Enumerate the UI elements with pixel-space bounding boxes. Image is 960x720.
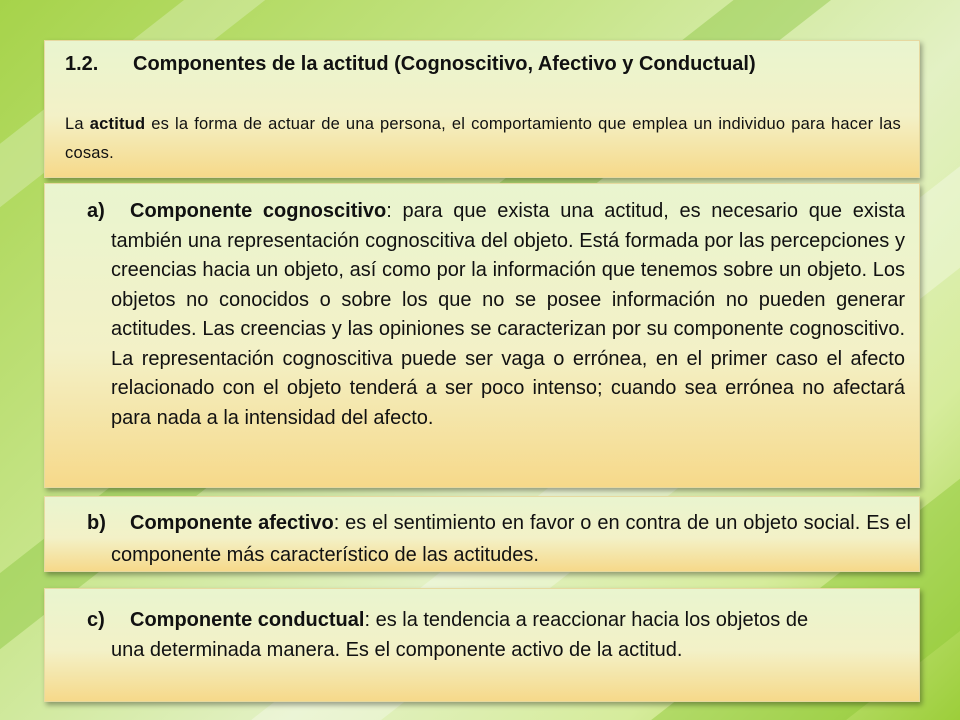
- intro-paragraph: [65, 110, 901, 168]
- component-cognoscitivo-box: [44, 183, 920, 488]
- intro-prefix: La: [65, 115, 90, 133]
- intro-text: es la forma de actuar de una persona, el comportamiento que emplea un individuo para hacer las cosas.: [65, 115, 901, 162]
- section-heading: [65, 53, 901, 76]
- section-number: 1.2.: [65, 53, 99, 75]
- component-letter: b): [87, 512, 106, 534]
- component-letter: a): [87, 200, 105, 222]
- component-afectivo-paragraph: [87, 507, 911, 571]
- component-conductual-box: [44, 588, 920, 702]
- intro-box: [44, 40, 920, 178]
- component-afectivo-box: [44, 496, 920, 572]
- component-term: Componente conductual: [130, 609, 365, 631]
- component-conductual-paragraph: [87, 605, 839, 665]
- component-text: : es el sentimiento en favor o en contra de un objeto social. Es el componente más característico de las actitudes.: [111, 512, 912, 566]
- component-text: : es la tendencia a reaccionar hacia los objetos de una determinada manera. Es el componente activo de la actitud.: [111, 609, 809, 661]
- component-cognoscitivo-paragraph: [87, 197, 905, 433]
- component-text: : para que exista una actitud, es necesario que exista también una representación cognoscitiva del objeto. Está formada por las percepciones y creencias hacia un objeto, así como por la información que tenemos sobre un objeto. Los objetos no conocidos o sobre los que no se posee información no pueden generar actitudes. Las creencias y las opiniones se caracterizan por su componente cognoscitivo. La representación cognoscitiva puede ser vaga o errónea, en el primer caso el afecto relacionado con el objeto tenderá a ser poco intenso; cuando sea errónea no afectará para nada a la intensidad del afecto.: [111, 200, 905, 429]
- component-term: Componente cognoscitivo: [130, 200, 387, 222]
- section-title: Componentes de la actitud (Cognoscitivo, Afectivo y Conductual): [133, 53, 756, 75]
- component-term: Componente afectivo: [130, 512, 334, 534]
- intro-term: actitud: [89, 115, 146, 133]
- component-letter: c): [87, 609, 105, 631]
